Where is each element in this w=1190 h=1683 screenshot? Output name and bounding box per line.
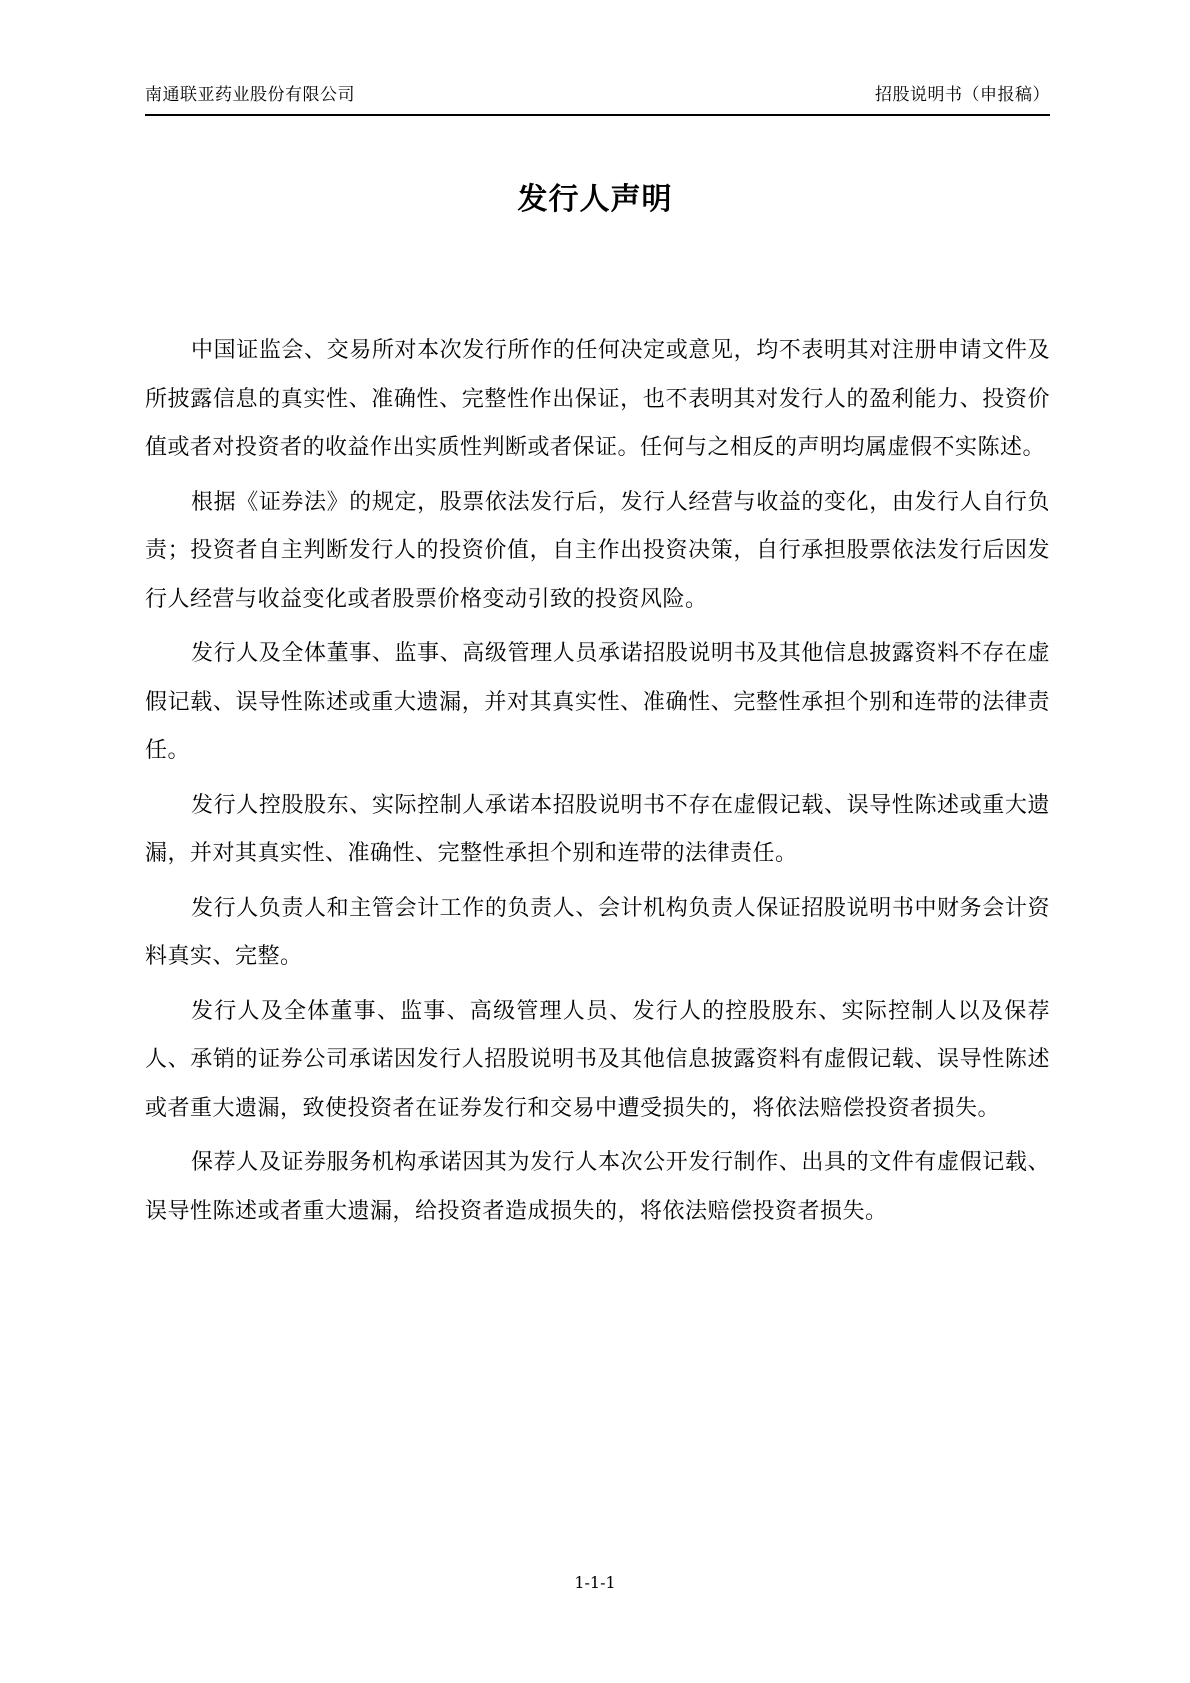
page-number: 1-1-1 (574, 1573, 616, 1592)
paragraph-4: 发行人控股股东、实际控制人承诺本招股说明书不存在虚假记载、误导性陈述或重大遗漏，并对其真实性、准确性、完整性承担个别和连带的法律责任。 (145, 792, 1050, 866)
paragraph-1: 中国证监会、交易所对本次发行所作的任何决定或意见，均不表明其对注册申请文件及所披露信息的真实性、准确性、完整性作出保证，也不表明其对发行人的盈利能力、投资价值或者对投资者的收益作出实质性判断或者保证。任何与之相反的声明均属虚假不实陈述。 (145, 338, 1050, 460)
declaration-body (145, 327, 1050, 1242)
paragraph-3: 发行人及全体董事、监事、高级管理人员承诺招股说明书及其他信息披露资料不存在虚假记载、误导性陈述或重大遗漏，并对其真实性、准确性、完整性承担个别和连带的法律责任。 (145, 641, 1050, 763)
paragraph-6: 发行人及全体董事、监事、高级管理人员、发行人的控股股东、实际控制人以及保荐人、承销的证券公司承诺因发行人招股说明书及其他信息披露资料有虚假记载、误导性陈述或者重大遗漏，致使投资者在证券发行和交易中遭受损失的，将依法赔偿投资者损失。 (145, 998, 1050, 1121)
header-document-type: 招股说明书（申报稿） (875, 85, 1050, 105)
paragraph-2: 根据《证券法》的规定，股票依法发行后，发行人经营与收益的变化，由发行人自行负责；投资者自主判断发行人的投资价值，自主作出投资决策，自行承担股票依法发行后因发行人经营与收益变化或者股票价格变动引致的投资风险。 (145, 489, 1050, 612)
paragraph-7: 保荐人及证券服务机构承诺因其为发行人本次公开发行制作、出具的文件有虚假记载、误导性陈述或者重大遗漏，给投资者造成损失的，将依法赔偿投资者损失。 (145, 1150, 1050, 1224)
page-title: 发行人声明 (517, 182, 673, 217)
paragraph-5: 发行人负责人和主管会计工作的负责人、会计机构负责人保证招股说明书中财务会计资料真实、完整。 (145, 895, 1050, 969)
header-company-name: 南通联亚药业股份有限公司 (145, 85, 355, 105)
page-header (145, 80, 1050, 116)
